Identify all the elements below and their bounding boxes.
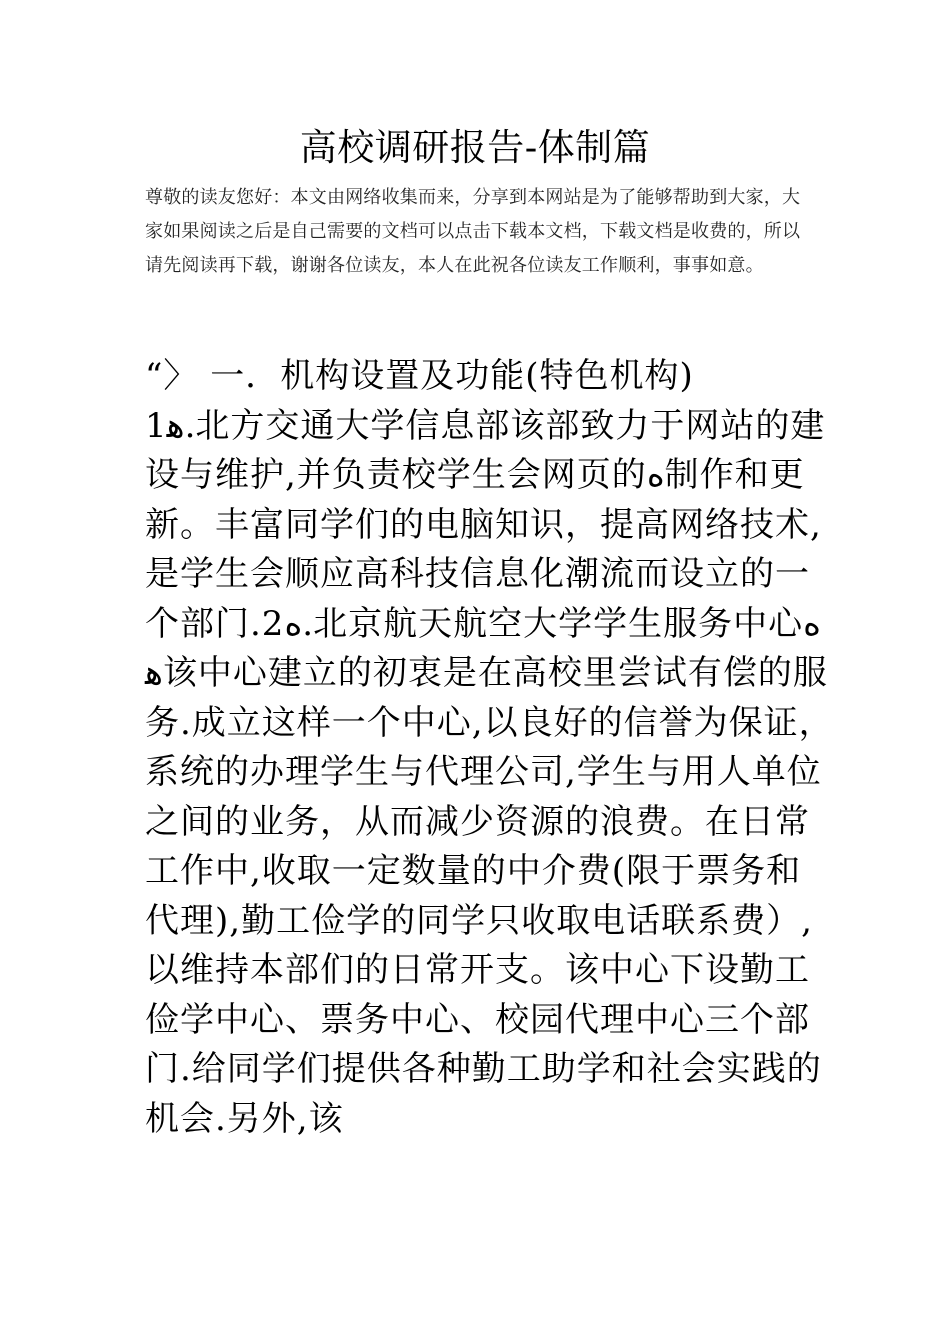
body-paragraph: 1ﻫ.北方交通大学信息部该部致力于网站的建设与维护,并负责校学生会网页的ﻩ制作和更新。丰富同学们的电脑知识，提高网络技术,是学生会顺应高科技信息化潮流而设立的一个部门.2ﻩ.北京航天航空大学学生服务中心ﻩﻫ该中心建立的初衷是在高校里尝试有偿的服务.成立这样一个中心,以良好的信誉为保证，系统的办理学生与代理公司,学生与用人单位之间的业务，从而减少资源的浪费。在日常工作中,收取一定数量的中介费(限于票务和代理),勤工俭学的同学只收取电话联系费）,以维持本部们的日常开支。该中心下设勤工俭学中心、票务中心、校园代理中心三个部门.给同学们提供各种勤工助学和社会实践的机会.另外,该 (145, 405, 834, 1139)
document-body (145, 352, 835, 1144)
document-title: 高校调研报告-体制篇 (299, 126, 651, 169)
reader-notice: 尊敬的读友您好：本文由网络收集而来，分享到本网站是为了能够帮助到大家，大家如果阅读之后是自己需要的文档可以点击下载本文档，下载文档是收费的，所以请先阅读再下载，谢谢各位读友，本人在此祝各位读友工作顺利，事事如意。 (145, 187, 801, 276)
section-heading: “〉 一．机构设置及功能(特色机构) (145, 356, 694, 396)
